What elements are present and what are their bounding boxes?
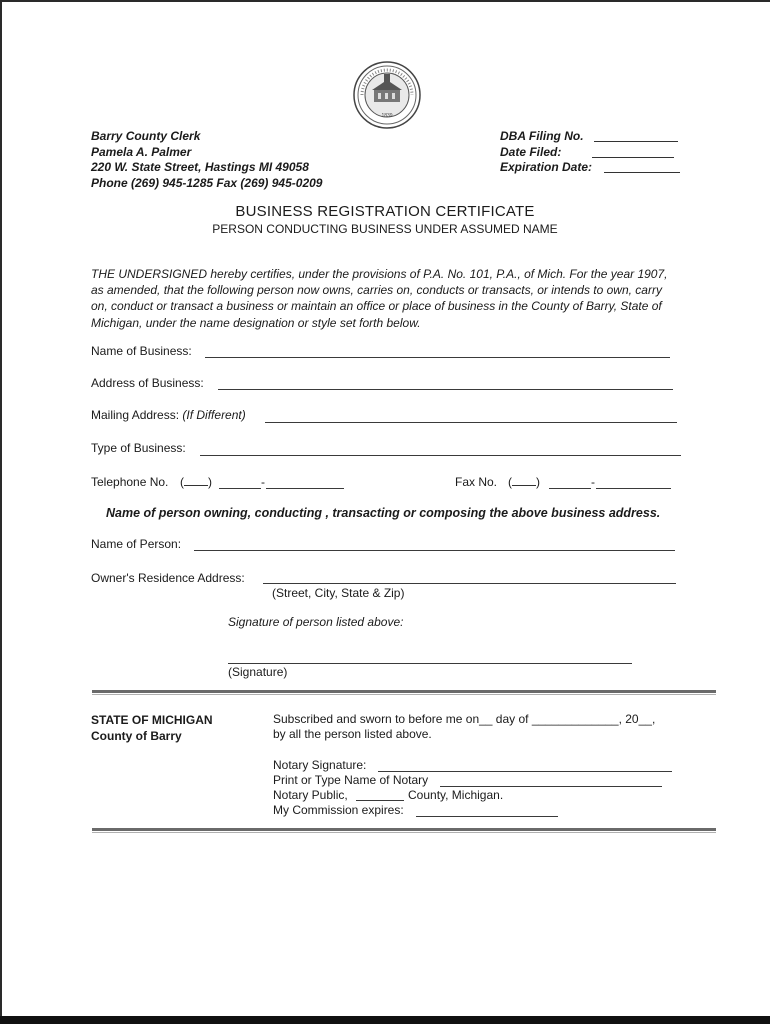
fax-label: Fax No. — [455, 475, 498, 489]
date-filed-row — [500, 145, 592, 161]
telephone-label: Telephone No. — [91, 475, 169, 489]
page-bottom-edge — [0, 1016, 770, 1024]
telephone-number-field[interactable] — [266, 488, 344, 489]
page-top-edge — [0, 0, 770, 2]
state-label: STATE OF MICHIGAN — [91, 713, 213, 727]
notary-jurisdiction — [91, 712, 213, 744]
fax-number-field[interactable] — [596, 488, 671, 489]
expiration-label: Expiration Date: — [500, 160, 593, 174]
notary-divider-top — [92, 690, 716, 693]
certificate-title: BUSINESS REGISTRATION CERTIFICATE — [235, 203, 535, 220]
clerk-title: Barry County Clerk — [91, 129, 201, 143]
commission-expires-field[interactable] — [416, 816, 558, 817]
notary-print-name-field[interactable] — [440, 786, 662, 787]
sworn-line-1: Subscribed and sworn to before me on__ day of _____________, 20__, — [273, 712, 656, 726]
sworn-statement — [273, 712, 655, 742]
telephone-area-code-field[interactable]: ( ) — [180, 475, 212, 489]
fax-prefix-field[interactable] — [549, 488, 591, 489]
notary-signature-label: Notary Signature: — [273, 758, 367, 772]
clerk-name: Pamela A. Palmer — [91, 144, 192, 159]
county-label: County of Barry — [91, 729, 182, 743]
signature-caption: (Signature) — [228, 665, 288, 679]
person-name-label: Name of Person: — [91, 537, 182, 551]
telephone-dash: - — [261, 475, 265, 489]
certificate-subtitle: PERSON CONDUCTING BUSINESS UNDER ASSUMED NAME — [212, 222, 558, 236]
clerk-address: 220 W. State Street, Hastings MI 49058 — [91, 160, 309, 174]
signature-field[interactable] — [228, 663, 632, 664]
person-section-heading: Name of person owning, conducting , transacting or composing the above business address. — [106, 506, 661, 520]
signature-prompt: Signature of person listed above: — [228, 615, 404, 629]
mailing-address-label — [91, 408, 246, 422]
residence-address-field[interactable] — [263, 583, 676, 584]
mailing-address-text: Mailing Address: — [91, 408, 180, 422]
mailing-address-note: (If Different) — [182, 408, 246, 422]
notary-divider-top-shadow — [92, 694, 716, 695]
date-filed-field[interactable] — [592, 145, 674, 158]
residence-address-caption: (Street, City, State & Zip) — [272, 586, 405, 600]
notary-print-name-label: Print or Type Name of Notary — [273, 773, 429, 787]
business-address-label: Address of Business: — [91, 376, 204, 390]
intro-paragraph: THE UNDERSIGNED hereby certifies, under the provisions of P.A. No. 101, P.A., of Mich. For the year 1907, as amended, that the following person now owns, carries on, conducts or transacts, or intends to own, carry on, conduct or transact a business or maintain an office or place of business in the County of Barry, State of Michigan, under the name designation or style set forth below. — [91, 267, 668, 330]
notary-divider-bottom — [92, 828, 716, 831]
dba-filing-label: DBA Filing No. — [500, 129, 584, 143]
fax-dash: - — [591, 475, 595, 489]
commission-expires-label: My Commission expires: — [273, 803, 404, 817]
person-name-field[interactable] — [194, 550, 675, 551]
telephone-prefix-field[interactable] — [219, 488, 261, 489]
expiration-field[interactable] — [604, 160, 680, 173]
date-filed-label: Date Filed: — [500, 144, 562, 159]
notary-public-label: Notary Public, — [273, 788, 348, 802]
sworn-line-2: by all the person listed above. — [273, 727, 432, 741]
seal-year: 1839 — [381, 113, 393, 119]
dba-filing-row — [500, 129, 592, 145]
clerk-phone: Phone (269) 945-1285 Fax (269) 945-0209 — [91, 175, 323, 190]
county-seal-icon — [352, 60, 422, 130]
business-name-label: Name of Business: — [91, 344, 192, 358]
notary-county-suffix: County, Michigan. — [408, 788, 504, 802]
fax-area-code-field[interactable]: ( ) — [508, 475, 540, 489]
page-left-edge — [0, 0, 2, 1024]
residence-address-label: Owner's Residence Address: — [91, 571, 245, 585]
notary-divider-bottom-shadow — [92, 832, 716, 833]
business-type-field[interactable] — [200, 455, 681, 456]
notary-county-field[interactable] — [356, 800, 404, 801]
mailing-address-field[interactable] — [265, 422, 677, 423]
expiration-row — [500, 160, 592, 176]
notary-signature-field[interactable] — [378, 771, 672, 772]
business-address-field[interactable] — [218, 389, 673, 390]
business-type-label: Type of Business: — [91, 441, 186, 455]
business-name-field[interactable] — [205, 357, 670, 358]
filing-info — [500, 129, 592, 176]
clerk-info — [91, 129, 322, 191]
dba-filing-field[interactable] — [594, 129, 678, 142]
